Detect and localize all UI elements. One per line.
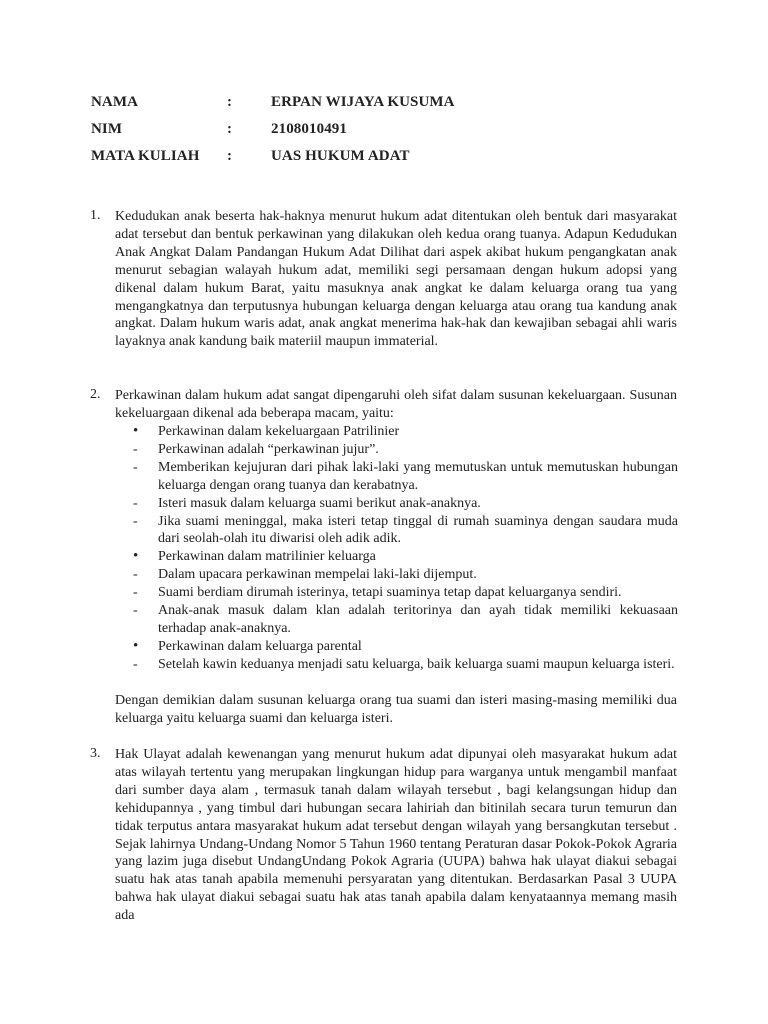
list-item xyxy=(133,656,678,674)
list-item-text: Isteri masuk dalam keluarga suami berikut anak-anaknya. xyxy=(158,495,481,511)
answer-2-list xyxy=(133,423,678,674)
answer-2-intro: Perkawinan dalam hukum adat sangat dipengaruhi oleh sifat dalam susunan kekeluargaan. Susunan kekeluargaan dikenal ada beberapa macam, yaitu: xyxy=(115,388,677,421)
header-label: MATA KULIAH xyxy=(91,148,200,164)
bullet-icon xyxy=(133,423,153,441)
list-item xyxy=(133,495,678,513)
header-colon: : xyxy=(227,94,233,110)
header-value: 2108010491 xyxy=(271,121,347,137)
answer-3-text: Hak Ulayat adalah kewenangan yang menurut hukum adat dipunyai oleh masyarakat hukum adat atas wilayah tertentu yang merupakan lingkungan hidup para warganya untuk mengambil manfaat dari sumber daya alam , termasuk tanah dalam wilayah tersebut , bagi kelangsungan hidup dan kehidupannya , yang timbul dari hubungan secara lahiriah dan bitinilah secara turun temurun dan tidak terputus antara masyarakat hukum adat tersebut dengan wilayah yang bersangkutan tersebut . Sejak lahirnya Undang-Undang Nomor 5 Tahun 1960 tentang Peraturan dasar Pokok-Pokok Agraria yang lazim juga disebut UndangUndang Pokok Agraria (UUPA) bahwa hak ulayat diakui sebagai suatu hak atas tanah apabila memenuhi persyaratan yang ditentukan. Berdasarkan Pasal 3 UUPA bahwa hak ulayat diakui sebagai suatu hak atas tanah apabila dalam kenyataannya memang masih ada xyxy=(115,747,677,924)
dash-icon xyxy=(133,602,153,620)
list-item-text: Anak-anak masuk dalam klan adalah teritorinya dan ayah tidak memiliki kekuasaan terhadap anak-anaknya. xyxy=(158,603,678,636)
answer-1-text: Kedudukan anak beserta hak-haknya menurut hukum adat ditentukan oleh bentuk dari masyarakat adat tersebut dan bentuk perkawinan yang dilakukan oleh kedua orang tuanya. Adapun Kedudukan Anak Angkat Dalam Pandangan Hukum Adat Dilihat dari aspek akibat hukum pengangkatan anak menurut sebagian walayah hukum adat, memiliki segi persamaan dengan hukum adopsi yang dikenal dalam hukum Barat, yaitu masuknya anak angkat ke dalam keluarga orang tua yang mengangkatnya dan terputusnya hubungan keluarga dengan keluarga atau orang tua kandung anak angkat. Dalam hukum waris adat, anak angkat menerima hak-hak dan kewajiban sebagai ahli waris layaknya anak kandung baik materiil maupun immaterial. xyxy=(115,209,677,350)
list-item-text: Setelah kawin keduanya menjadi satu keluarga, baik keluarga suami maupun keluarga isteri. xyxy=(158,656,675,672)
answer-2-conclusion: Dengan demikian dalam susunan keluarga orang tua suami dan isteri masing-masing memiliki dua keluarga yaitu keluarga suami dan keluarga isteri. xyxy=(115,693,677,726)
dash-icon xyxy=(133,459,153,477)
dash-icon xyxy=(133,656,153,674)
list-item-text: Perkawinan dalam matrilinier keluarga xyxy=(158,549,376,565)
list-item-text: Jika suami meninggal, maka isteri tetap tinggal di rumah suaminya dengan saudara muda dari seolah-olah itu diwarisi oleh adik adik. xyxy=(158,513,678,547)
dash-icon xyxy=(133,513,153,531)
bullet-icon xyxy=(133,548,153,566)
list-item-text: Dalam upacara perkawinan mempelai laki-laki dijemput. xyxy=(158,567,477,583)
header-colon: : xyxy=(227,148,233,164)
list-item xyxy=(133,513,678,549)
header-value: UAS HUKUM ADAT xyxy=(271,148,410,164)
header-colon: : xyxy=(227,121,233,137)
dash-icon xyxy=(133,495,153,513)
header-label: NAMA xyxy=(91,94,139,110)
list-item-text: Perkawinan adalah “perkawinan jujur”. xyxy=(158,441,379,457)
header-value: ERPAN WIJAYA KUSUMA xyxy=(271,94,455,110)
list-item xyxy=(133,602,678,638)
dash-icon xyxy=(133,441,153,459)
list-item xyxy=(133,441,678,459)
bullet-icon xyxy=(133,638,153,656)
answer-1-number: 1. xyxy=(90,208,101,223)
list-item xyxy=(133,638,678,656)
list-item xyxy=(133,548,678,566)
answer-3-number: 3. xyxy=(90,746,101,761)
list-item-text: Perkawinan dalam kekeluargaan Patrilinier xyxy=(158,424,400,439)
header-label: NIM xyxy=(91,121,123,137)
list-item xyxy=(133,423,678,441)
list-item xyxy=(133,584,678,602)
list-item xyxy=(133,566,678,584)
answer-2-number: 2. xyxy=(90,387,101,402)
list-item-text: Perkawinan dalam keluarga parental xyxy=(158,638,362,654)
list-item-text: Suami berdiam dirumah isterinya, tetapi suaminya tetap dapat keluarganya sendiri. xyxy=(158,585,622,601)
dash-icon xyxy=(133,566,153,584)
list-item xyxy=(133,459,678,495)
dash-icon xyxy=(133,584,153,602)
list-item-text: Memberikan kejujuran dari pihak laki-laki yang memutuskan untuk memutuskan hubungan keluarga dengan orang tuanya dan kerabatnya. xyxy=(158,459,678,493)
